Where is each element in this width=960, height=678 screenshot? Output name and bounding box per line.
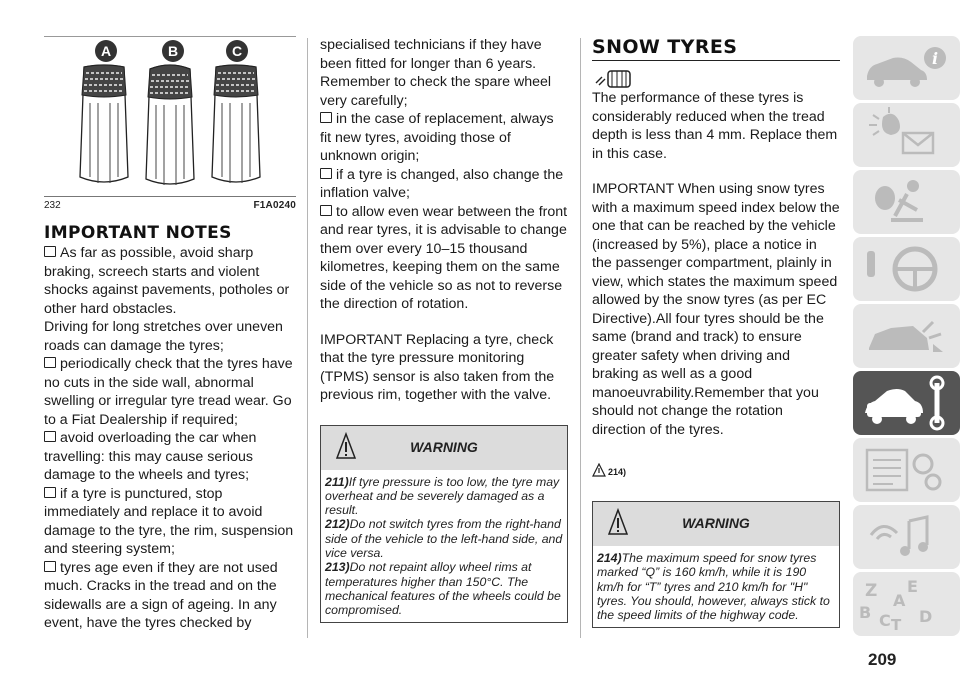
tyre-wear-figure xyxy=(44,36,296,196)
tab-safety[interactable] xyxy=(853,170,960,234)
list-item: periodically check that the tyres have no cuts in the side wall, abnormal swelling or irregular tyre tread wear. Go to a Fiat Dealership if required; xyxy=(44,355,296,429)
index-letter: D xyxy=(919,607,933,626)
page-number: 209 xyxy=(868,650,897,669)
tyre-notes-list xyxy=(320,36,568,314)
list-item: avoid overloading the car when travelling: this may cause serious damage to the wheels and tyres; xyxy=(44,429,296,485)
figure-caption xyxy=(44,196,296,211)
warning-item xyxy=(325,475,563,518)
figure-label-a: A xyxy=(100,43,112,59)
tab-technical-data[interactable] xyxy=(853,438,960,502)
warning-item xyxy=(325,560,563,617)
index-letter: Z xyxy=(865,581,878,601)
column-rule xyxy=(307,38,308,638)
list-item: if a tyre is changed, also change the inflation valve; xyxy=(320,166,568,203)
tyre-a xyxy=(80,65,128,183)
warning-text: The maximum speed for snow tyres marked “Q” is 160 km/h, while it is 190 km/h for “T” tyres and 210 km/h for "H" tyres. You should, however, always stick to the speed limits of the highway code. xyxy=(597,551,830,623)
tab-car-info[interactable] xyxy=(853,36,960,100)
warning-ref-number: 214) xyxy=(608,467,627,477)
warning-header xyxy=(321,426,567,470)
warning-ref-icon xyxy=(592,463,606,477)
warning-text: Do not repaint alloy wheel rims at temperatures higher than 150°C. The mechanical features of the wheels could be compromised. xyxy=(325,560,561,618)
section-heading-snow-tyres: SNOW TYRES xyxy=(592,36,840,61)
warning-item xyxy=(597,551,835,622)
important-note-tpms: IMPORTANT Replacing a tyre, check that the tyre pressure monitoring (TPMS) sensor is also taken from the previous rim, together with the valve. xyxy=(320,331,555,403)
figure-number: 232 xyxy=(44,200,61,211)
tab-servicing-care[interactable] xyxy=(853,371,960,435)
svg-text:i: i xyxy=(931,49,939,68)
warning-number: 214) xyxy=(597,551,622,565)
list-item: Driving for long stretches over uneven roads can damage the tyres; xyxy=(44,319,283,354)
snow-tyres-paragraph-1: The performance of these tyres is considerably reduced when the tread depth is less than 4 mm. Replace them in this case. xyxy=(592,90,838,162)
snow-tyre-icon-row xyxy=(592,67,840,89)
snow-tyre-icon xyxy=(592,67,632,89)
index-letter: A xyxy=(893,591,906,610)
warning-number: 211) xyxy=(325,474,349,489)
snow-tyres-paragraph-2: IMPORTANT When using snow tyres with a maximum speed index below the one that can be reached by the vehicle (increased by 5%), place a notice in the passenger compartment, plainly in view, which states the maximum speed allowed by the snow tyres (as per EC Directive).All four tyres should be the same (brand and track) to ensure greater safety when driving and braking as well as a good manoeuvrability.Remember that you should not change the rotation direction of the tyres. xyxy=(592,181,840,438)
warning-body xyxy=(593,546,839,627)
list-item: tyres age even if they are not used much. Cracks in the tread and on the sidewalls are a sign of ageing. In any event, have the tyres checked by xyxy=(44,559,296,633)
important-notes-list xyxy=(44,244,296,633)
list-item: to allow even wear between the front and rear tyres, it is advisable to change them over every 10–15 thousand kilometres, keeping them on the same side of the vehicle so as not to reverse the direction of rotation. xyxy=(320,203,568,312)
warning-title: WARNING xyxy=(682,515,750,531)
list-item: specialised technicians if they have been fitted for longer than 6 years. Remember to check the spare wheel very carefully; xyxy=(320,37,552,109)
warning-box-214 xyxy=(592,501,840,628)
tab-lights-messages[interactable] xyxy=(853,103,960,167)
list-item: As far as possible, avoid sharp braking, screech starts and violent shocks against pavements, potholes or other hard obstacles. xyxy=(44,244,296,318)
tab-multimedia[interactable] xyxy=(853,505,960,569)
warning-body xyxy=(321,470,567,623)
column-2 xyxy=(320,36,568,623)
tyre-b xyxy=(146,65,194,185)
warning-text: Do not switch tyres from the right-hand side of the vehicle to the left-hand side, and vice versa. xyxy=(325,517,563,560)
chapter-sidebar xyxy=(853,36,960,639)
tab-index[interactable] xyxy=(853,572,960,636)
warning-number: 213) xyxy=(325,560,350,575)
index-letter: C xyxy=(879,611,891,630)
warning-text: If tyre pressure is too low, the tyre may overheat and be severely damaged as a result. xyxy=(325,474,560,518)
warning-header xyxy=(593,502,839,546)
tab-emergency[interactable] xyxy=(853,304,960,368)
index-letter: T xyxy=(891,616,902,634)
figure-code: F1A0240 xyxy=(253,200,296,211)
index-letter: E xyxy=(907,577,918,596)
figure-label-b: B xyxy=(167,43,179,59)
tab-starting-driving[interactable] xyxy=(853,237,960,301)
warning-item xyxy=(325,517,563,560)
column-1 xyxy=(44,36,296,633)
warning-number: 212) xyxy=(325,517,350,532)
column-rule xyxy=(580,38,581,638)
section-heading-important-notes: IMPORTANT NOTES xyxy=(44,223,232,243)
tyre-c xyxy=(212,65,260,183)
warning-title: WARNING xyxy=(410,438,478,455)
column-3 xyxy=(592,36,840,628)
index-letter: B xyxy=(859,603,872,622)
list-item: if a tyre is punctured, stop immediately and replace it to avoid damage to the tyre, the rim, suspension and steering system; xyxy=(44,485,296,559)
tyre-wear-illustration xyxy=(44,37,296,197)
warning-box-211-213 xyxy=(320,425,568,624)
list-item: in the case of replacement, always fit new tyres, avoiding those of unknown origin; xyxy=(320,110,568,166)
figure-label-c: C xyxy=(231,43,243,59)
warning-reference xyxy=(592,459,840,477)
